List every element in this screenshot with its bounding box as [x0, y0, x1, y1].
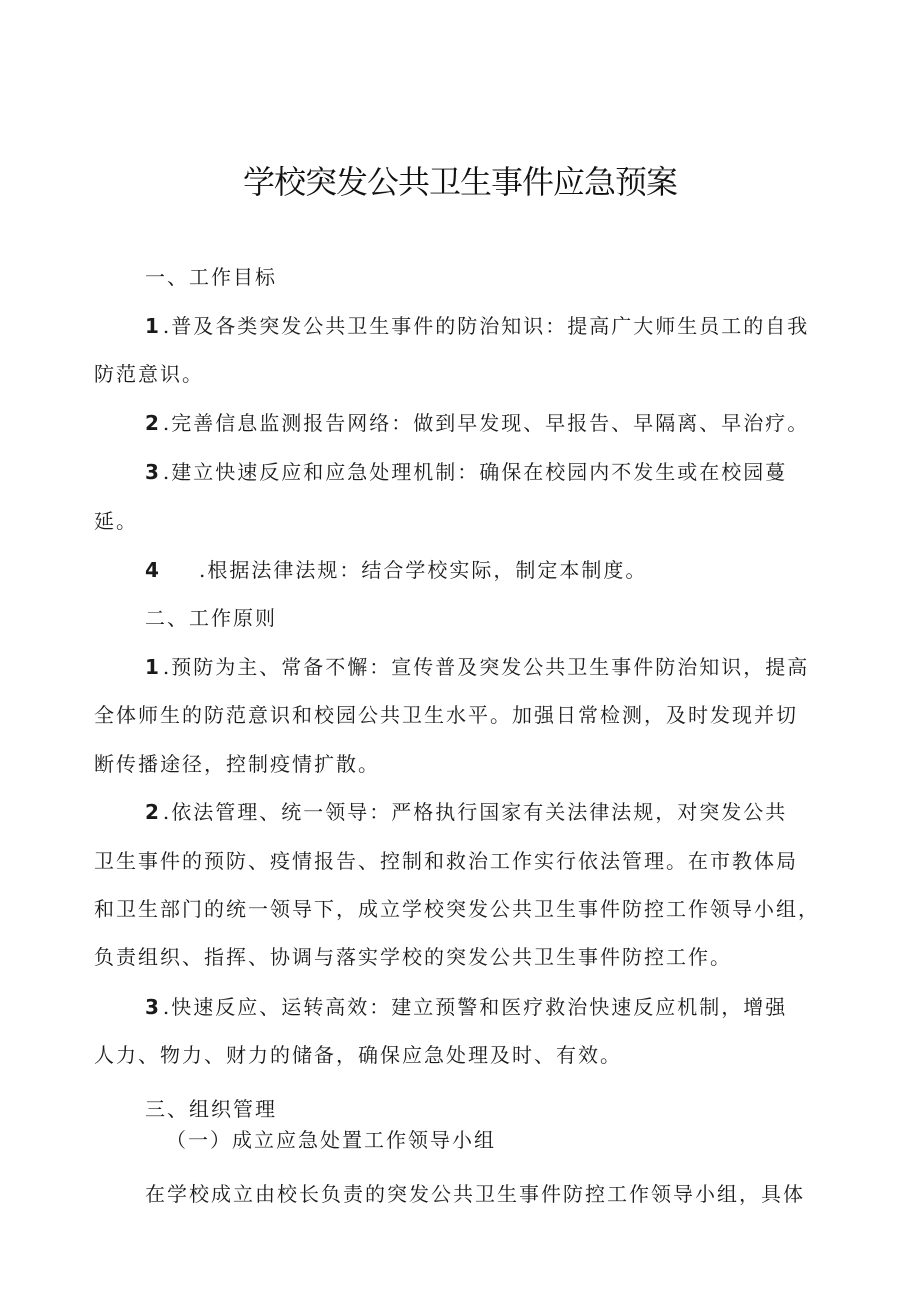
item-number: 2 [145, 411, 159, 435]
section-heading-1: 一、工作目标 [145, 265, 277, 289]
item-text: .普及各类突发公共卫生事件的防治知识：提高广大师生员工的自我 [162, 314, 810, 338]
s2-item-3-line-2: 人力、物力、财力的储备，确保应急处理及时、有效。 [94, 1043, 622, 1067]
item-text: .快速反应、运转高效：建立预警和医疗救治快速反应机制，增强 [162, 995, 788, 1019]
s2-item-3-line-1 [145, 992, 787, 1022]
item-number: 1 [145, 655, 159, 679]
s2-item-2-line-4: 负责组织、指挥、协调与落实学校的突发公共卫生事件防控工作。 [94, 945, 732, 969]
s2-item-1-line-2: 全体师生的防范意识和校园公共卫生水平。加强日常检测，及时发现并切 [94, 703, 798, 727]
item-text: .建立快速反应和应急处理机制：确保在校园内不发生或在校园蔓 [162, 460, 788, 484]
section-heading-2: 二、工作原则 [145, 606, 277, 630]
subsection-heading: （一）成立应急处置工作领导小组 [166, 1128, 496, 1152]
s1-item-2-line-1 [145, 408, 809, 438]
s1-item-1-line-1 [145, 311, 809, 341]
s2-item-1-line-1 [145, 652, 809, 682]
item-text: .完善信息监测报告网络：做到早发现、早报告、早隔离、早治疗。 [162, 411, 810, 435]
item-number: 1 [145, 314, 159, 338]
s1-item-3-line-2: 延。 [94, 509, 138, 533]
item-text: .根据法律法规：结合学校实际，制定本制度。 [199, 558, 648, 582]
s1-item-3-line-1 [145, 457, 787, 487]
paragraph-line: 在学校成立由校长负责的突发公共卫生事件防控工作领导小组，具体 [145, 1182, 805, 1206]
item-number: 4 [145, 558, 159, 582]
section-heading-3: 三、组织管理 [145, 1097, 277, 1121]
s1-item-4-line-1 [145, 555, 647, 585]
s2-item-2-line-1 [145, 797, 787, 827]
s2-item-1-line-3: 断传播途径，控制疫情扩散。 [94, 752, 380, 776]
item-number: 3 [145, 460, 159, 484]
item-text: .预防为主、常备不懈：宣传普及突发公共卫生事件防治知识，提高 [162, 655, 810, 679]
item-number: 3 [145, 995, 159, 1019]
s1-item-1-line-2: 防范意识。 [94, 362, 204, 386]
s2-item-2-line-3: 和卫生部门的统一领导下，成立学校突发公共卫生事件防控工作领导小组， [94, 897, 820, 921]
item-text: .依法管理、统一领导：严格执行国家有关法律法规，对突发公共 [162, 800, 788, 824]
item-number: 2 [145, 800, 159, 824]
s2-item-2-line-2: 卫生事件的预防、疫情报告、控制和救治工作实行依法管理。在市教体局 [94, 849, 798, 873]
document-title: 学校突发公共卫生事件应急预案 [242, 163, 677, 201]
